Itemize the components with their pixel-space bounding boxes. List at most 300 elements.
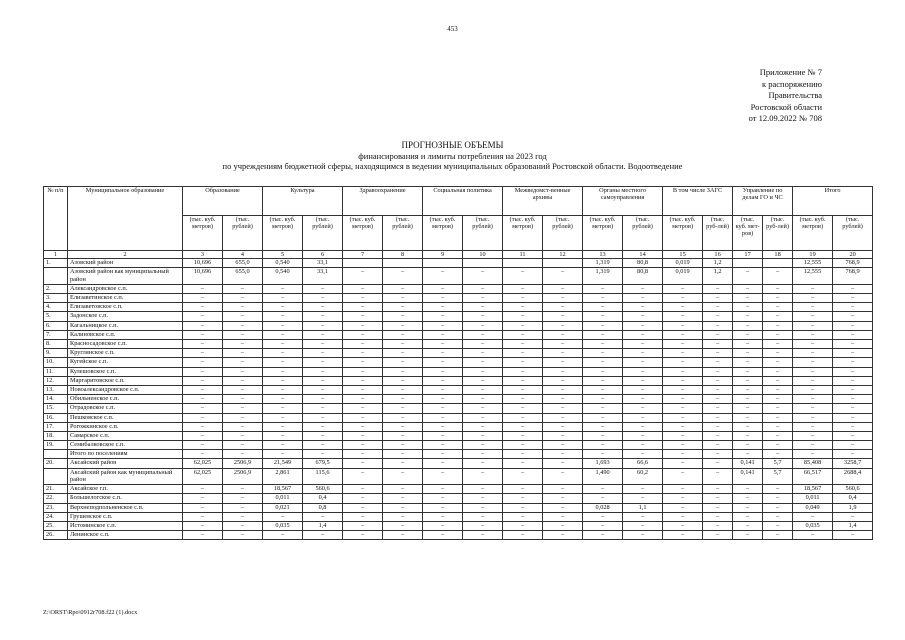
value-cell: 0,540 <box>263 259 303 268</box>
value-cell: – <box>263 404 303 413</box>
row-number-cell: 11. <box>44 367 68 376</box>
value-cell: – <box>423 512 463 521</box>
value-cell: – <box>793 312 833 321</box>
value-cell: – <box>463 312 503 321</box>
value-cell: – <box>793 395 833 404</box>
value-cell: – <box>703 521 733 530</box>
appendix-line: Приложение № 7 <box>759 67 822 77</box>
value-cell: – <box>663 441 703 450</box>
value-cell: – <box>183 385 223 394</box>
value-cell: – <box>703 330 733 339</box>
value-cell: – <box>663 367 703 376</box>
value-cell: – <box>383 441 423 450</box>
value-cell: – <box>703 340 733 349</box>
value-cell: – <box>503 385 543 394</box>
value-cell: – <box>623 395 663 404</box>
value-cell: – <box>423 321 463 330</box>
value-cell: – <box>463 422 503 431</box>
value-cell: – <box>583 431 623 440</box>
value-cell: 560,6 <box>303 485 343 494</box>
value-cell: – <box>703 303 733 312</box>
value-cell: – <box>423 312 463 321</box>
column-number-cell: 7 <box>343 251 383 259</box>
value-cell: – <box>263 413 303 422</box>
value-cell: – <box>733 321 763 330</box>
column-number-cell: 14 <box>623 251 663 259</box>
value-cell: – <box>383 531 423 540</box>
value-cell: – <box>733 494 763 503</box>
value-cell: – <box>383 431 423 440</box>
value-cell: – <box>733 340 763 349</box>
table-row <box>44 459 873 468</box>
value-cell: – <box>303 395 343 404</box>
value-cell: – <box>463 531 503 540</box>
value-cell: – <box>583 422 623 431</box>
table-row <box>44 531 873 540</box>
value-cell: – <box>833 413 873 422</box>
value-cell: – <box>543 303 583 312</box>
value-cell: – <box>223 441 263 450</box>
value-cell: – <box>583 303 623 312</box>
data-table <box>43 186 873 540</box>
value-cell <box>763 259 793 268</box>
value-cell: – <box>663 294 703 303</box>
value-cell: – <box>183 431 223 440</box>
table-row <box>44 294 873 303</box>
value-cell: – <box>503 468 543 485</box>
value-cell: 12,555 <box>793 268 833 285</box>
value-cell: – <box>263 395 303 404</box>
value-cell: – <box>663 340 703 349</box>
municipality-name-cell: Большелогское с.п. <box>68 494 183 503</box>
value-cell: – <box>183 404 223 413</box>
table-row <box>44 431 873 440</box>
value-cell: 18,567 <box>263 485 303 494</box>
value-cell: – <box>303 349 343 358</box>
value-cell: – <box>833 376 873 385</box>
value-cell: – <box>303 367 343 376</box>
value-cell: – <box>423 450 463 459</box>
value-cell: – <box>383 303 423 312</box>
value-cell: – <box>583 441 623 450</box>
value-cell: – <box>383 422 423 431</box>
value-cell <box>343 259 383 268</box>
value-cell: – <box>763 376 793 385</box>
table-row <box>44 512 873 521</box>
value-cell: 115,6 <box>303 468 343 485</box>
value-cell: – <box>793 367 833 376</box>
column-number-cell: 2 <box>68 251 183 259</box>
value-cell: – <box>763 485 793 494</box>
value-cell: 10,696 <box>183 259 223 268</box>
value-cell: – <box>543 459 583 468</box>
value-cell: – <box>383 294 423 303</box>
header-unit-cell: (тыс. рублей) <box>223 216 263 251</box>
value-cell: – <box>343 494 383 503</box>
value-cell: – <box>183 450 223 459</box>
value-cell: – <box>583 395 623 404</box>
value-cell: 768,9 <box>833 268 873 285</box>
value-cell: 0,011 <box>793 494 833 503</box>
value-cell: – <box>623 404 663 413</box>
value-cell: – <box>543 503 583 512</box>
value-cell: – <box>733 503 763 512</box>
row-number-cell: 24. <box>44 512 68 521</box>
page-number: 453 <box>447 25 458 33</box>
value-cell: – <box>263 303 303 312</box>
value-cell: – <box>463 431 503 440</box>
value-cell: – <box>623 284 663 293</box>
value-cell: – <box>463 485 503 494</box>
value-cell: – <box>303 413 343 422</box>
value-cell: 60,2 <box>623 468 663 485</box>
table-row <box>44 422 873 431</box>
value-cell: 12,555 <box>793 259 833 268</box>
value-cell: – <box>703 349 733 358</box>
row-number-cell: 3. <box>44 294 68 303</box>
value-cell: – <box>623 367 663 376</box>
row-number-cell: 6. <box>44 321 68 330</box>
row-number-cell: 17. <box>44 422 68 431</box>
value-cell: – <box>343 284 383 293</box>
value-cell: – <box>543 395 583 404</box>
column-number-cell: 9 <box>423 251 463 259</box>
column-number-cell: 11 <box>503 251 543 259</box>
value-cell: – <box>733 431 763 440</box>
value-cell: 2,861 <box>263 468 303 485</box>
value-cell: – <box>463 376 503 385</box>
value-cell: – <box>503 367 543 376</box>
value-cell: – <box>223 404 263 413</box>
value-cell: – <box>343 531 383 540</box>
value-cell: – <box>793 294 833 303</box>
value-cell: – <box>703 503 733 512</box>
value-cell: 66,517 <box>793 468 833 485</box>
municipality-name-cell: Кулешовское с.п. <box>68 367 183 376</box>
value-cell: 0,011 <box>263 494 303 503</box>
value-cell: – <box>223 385 263 394</box>
value-cell: 0,035 <box>263 521 303 530</box>
value-cell: – <box>703 376 733 385</box>
value-cell: – <box>303 340 343 349</box>
value-cell: – <box>703 431 733 440</box>
value-cell: – <box>833 303 873 312</box>
value-cell: – <box>833 450 873 459</box>
value-cell: – <box>663 503 703 512</box>
value-cell: – <box>463 268 503 285</box>
table-row <box>44 330 873 339</box>
value-cell: – <box>223 503 263 512</box>
value-cell: – <box>343 485 383 494</box>
value-cell: – <box>543 294 583 303</box>
value-cell: 2506,9 <box>223 459 263 468</box>
value-cell: – <box>343 321 383 330</box>
value-cell: – <box>663 494 703 503</box>
row-number-cell: 2. <box>44 284 68 293</box>
table-row <box>44 468 873 485</box>
value-cell: – <box>263 284 303 293</box>
value-cell: 33,1 <box>303 268 343 285</box>
value-cell: – <box>543 358 583 367</box>
value-cell: – <box>763 422 793 431</box>
value-cell: – <box>763 431 793 440</box>
value-cell: – <box>763 330 793 339</box>
value-cell: – <box>543 376 583 385</box>
value-cell: – <box>343 450 383 459</box>
value-cell: – <box>343 468 383 485</box>
value-cell: 66,6 <box>623 459 663 468</box>
value-cell: – <box>833 284 873 293</box>
value-cell: – <box>343 441 383 450</box>
value-cell: – <box>463 349 503 358</box>
value-cell: – <box>263 340 303 349</box>
value-cell: – <box>503 312 543 321</box>
row-number-cell: 16. <box>44 413 68 422</box>
value-cell: – <box>423 358 463 367</box>
value-cell: – <box>623 441 663 450</box>
value-cell: – <box>303 294 343 303</box>
value-cell: – <box>623 431 663 440</box>
value-cell <box>383 259 423 268</box>
municipality-name-cell: Ленинское с.п. <box>68 531 183 540</box>
value-cell: – <box>793 422 833 431</box>
column-number-cell: 20 <box>833 251 873 259</box>
value-cell: – <box>733 349 763 358</box>
value-cell: – <box>733 441 763 450</box>
value-cell: – <box>663 512 703 521</box>
value-cell: 1,490 <box>583 468 623 485</box>
value-cell: – <box>303 422 343 431</box>
value-cell: – <box>793 431 833 440</box>
value-cell: – <box>183 413 223 422</box>
value-cell: – <box>543 340 583 349</box>
value-cell: – <box>183 358 223 367</box>
value-cell: – <box>343 521 383 530</box>
value-cell: – <box>663 521 703 530</box>
value-cell: – <box>343 312 383 321</box>
value-cell: – <box>623 376 663 385</box>
value-cell: – <box>383 395 423 404</box>
value-cell: – <box>663 450 703 459</box>
value-cell: – <box>383 376 423 385</box>
municipality-name-cell: Азовский район <box>68 259 183 268</box>
value-cell: – <box>833 441 873 450</box>
value-cell: – <box>703 485 733 494</box>
value-cell: 5,7 <box>763 459 793 468</box>
value-cell: – <box>423 395 463 404</box>
value-cell: 3258,7 <box>833 459 873 468</box>
value-cell: – <box>703 385 733 394</box>
value-cell: 80,8 <box>623 259 663 268</box>
document-title-block <box>0 140 905 172</box>
table-row <box>44 321 873 330</box>
municipality-name-cell: Александровское с.п. <box>68 284 183 293</box>
value-cell: – <box>223 367 263 376</box>
value-cell: – <box>223 422 263 431</box>
value-cell: – <box>223 413 263 422</box>
header-unit-cell: (тыс. куб. метров) <box>663 216 703 251</box>
value-cell: – <box>383 521 423 530</box>
value-cell: 2506,9 <box>223 468 263 485</box>
value-cell: – <box>763 312 793 321</box>
value-cell: – <box>343 413 383 422</box>
value-cell <box>463 259 503 268</box>
table-row <box>44 340 873 349</box>
value-cell: – <box>623 521 663 530</box>
header-unit-cell: (тыс. рублей) <box>543 216 583 251</box>
table-row <box>44 312 873 321</box>
value-cell: – <box>833 512 873 521</box>
column-number-cell: 4 <box>223 251 263 259</box>
value-cell: – <box>763 413 793 422</box>
municipality-name-cell: Истоминское с.п. <box>68 521 183 530</box>
value-cell: – <box>303 450 343 459</box>
value-cell: 1,2 <box>703 268 733 285</box>
value-cell: – <box>463 395 503 404</box>
value-cell: – <box>583 330 623 339</box>
header-group-cell: Образование <box>183 187 263 216</box>
value-cell: – <box>503 531 543 540</box>
municipality-name-cell: Елизаветинское с.п. <box>68 294 183 303</box>
value-cell: – <box>503 494 543 503</box>
value-cell: – <box>763 531 793 540</box>
value-cell: – <box>543 494 583 503</box>
table-row <box>44 450 873 459</box>
value-cell: – <box>423 385 463 394</box>
value-cell: – <box>383 321 423 330</box>
value-cell: – <box>503 404 543 413</box>
header-unit-cell: (тыс. рублей) <box>623 216 663 251</box>
value-cell: – <box>423 413 463 422</box>
value-cell: – <box>663 376 703 385</box>
value-cell: – <box>583 531 623 540</box>
municipality-name-cell: Аксайский район <box>68 459 183 468</box>
value-cell: – <box>223 395 263 404</box>
value-cell: – <box>583 358 623 367</box>
municipality-name-cell: Задонское с.п. <box>68 312 183 321</box>
table-row <box>44 303 873 312</box>
value-cell: – <box>663 312 703 321</box>
value-cell: – <box>583 376 623 385</box>
value-cell: – <box>263 441 303 450</box>
value-cell: – <box>503 459 543 468</box>
value-cell: – <box>223 358 263 367</box>
value-cell: – <box>833 385 873 394</box>
value-cell: – <box>543 385 583 394</box>
table-row <box>44 521 873 530</box>
value-cell: – <box>763 321 793 330</box>
value-cell: – <box>793 330 833 339</box>
value-cell: – <box>183 284 223 293</box>
value-cell: – <box>263 367 303 376</box>
row-number-cell: 9. <box>44 349 68 358</box>
value-cell: – <box>733 404 763 413</box>
value-cell: – <box>623 531 663 540</box>
value-cell: – <box>463 367 503 376</box>
value-cell: – <box>223 512 263 521</box>
value-cell: – <box>833 404 873 413</box>
value-cell: – <box>343 422 383 431</box>
header-unit-cell: (тыс. рублей) <box>463 216 503 251</box>
header-group-cell: Межведомст-венные архивы <box>503 187 583 216</box>
value-cell: – <box>503 512 543 521</box>
municipality-name-cell: Новоалександровское с.п. <box>68 385 183 394</box>
value-cell: – <box>263 431 303 440</box>
municipality-name-cell: Самарское с.п. <box>68 431 183 440</box>
value-cell: – <box>503 294 543 303</box>
value-cell: – <box>423 531 463 540</box>
value-cell: – <box>543 422 583 431</box>
value-cell: – <box>703 404 733 413</box>
value-cell: – <box>223 312 263 321</box>
value-cell: 0,141 <box>733 468 763 485</box>
value-cell: 2688,4 <box>833 468 873 485</box>
value-cell: – <box>263 385 303 394</box>
municipality-name-cell: Азовский район как муниципальный район <box>68 268 183 285</box>
row-number-cell: 5. <box>44 312 68 321</box>
municipality-name-cell: Маргаритовское с.п. <box>68 376 183 385</box>
value-cell: – <box>583 494 623 503</box>
value-cell: – <box>793 321 833 330</box>
value-cell: – <box>583 349 623 358</box>
value-cell: – <box>223 431 263 440</box>
municipality-name-cell: Елизаветовское с.п. <box>68 303 183 312</box>
value-cell: – <box>833 321 873 330</box>
municipality-name-cell: Рогожкинское с.п. <box>68 422 183 431</box>
value-cell: 1,4 <box>303 521 343 530</box>
value-cell: – <box>463 303 503 312</box>
header-group-cell: Управление по делам ГО и ЧС <box>733 187 793 216</box>
value-cell: – <box>703 494 733 503</box>
value-cell: – <box>543 413 583 422</box>
value-cell: – <box>183 521 223 530</box>
value-cell: – <box>793 376 833 385</box>
header-unit-cell: (тыс. куб. метров) <box>583 216 623 251</box>
municipality-name-cell: Обильненское с.п. <box>68 395 183 404</box>
value-cell: – <box>583 512 623 521</box>
appendix-block <box>700 67 822 125</box>
value-cell: – <box>703 413 733 422</box>
value-cell: – <box>763 385 793 394</box>
value-cell: – <box>503 340 543 349</box>
value-cell: – <box>583 312 623 321</box>
header-group-cell: Культура <box>263 187 343 216</box>
value-cell: – <box>183 485 223 494</box>
value-cell: – <box>833 531 873 540</box>
value-cell: – <box>423 294 463 303</box>
value-cell: – <box>543 349 583 358</box>
value-cell: – <box>423 422 463 431</box>
municipality-name-cell: Пешковское с.п. <box>68 413 183 422</box>
value-cell: – <box>833 340 873 349</box>
column-number-cell: 17 <box>733 251 763 259</box>
value-cell: – <box>463 503 503 512</box>
row-number-cell: 25. <box>44 521 68 530</box>
row-number-cell: 10. <box>44 358 68 367</box>
value-cell: – <box>793 413 833 422</box>
value-cell: – <box>183 349 223 358</box>
value-cell: – <box>343 367 383 376</box>
value-cell: – <box>183 321 223 330</box>
value-cell: – <box>663 485 703 494</box>
value-cell: – <box>623 349 663 358</box>
value-cell: 0,019 <box>663 268 703 285</box>
row-number-cell: 1. <box>44 259 68 268</box>
municipality-name-cell: Отрадовское с.п. <box>68 404 183 413</box>
value-cell: – <box>303 441 343 450</box>
value-cell: – <box>183 367 223 376</box>
value-cell: – <box>463 330 503 339</box>
